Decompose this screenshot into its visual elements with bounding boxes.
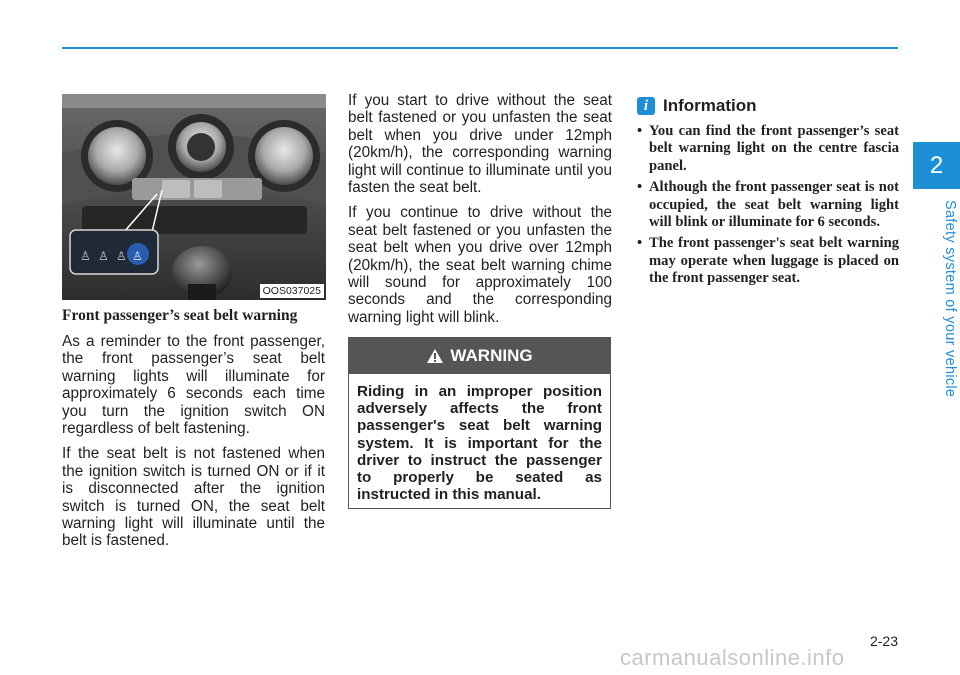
warning-header — [349, 338, 610, 374]
list-item: • You can find the front passenger’s seat belt warning light on the centre fascia panel. — [637, 123, 899, 174]
information-header — [637, 96, 757, 116]
list-item: • Although the front passenger seat is not occupied, the seat belt warning light will blink or illuminate for 6 seconds. — [637, 179, 899, 231]
bullet: • — [637, 123, 643, 139]
bullet: • — [637, 179, 643, 196]
dashboard-figure — [62, 94, 326, 300]
information-title: Information — [663, 96, 757, 115]
warning-text: Riding in an improper position adversely affects the front passenger's seat belt warning system. It is important for the driver to instruct the passenger to properly be seated as instructed in this manual. — [357, 383, 602, 504]
chapter-title: Safety system of your vehicle — [942, 200, 958, 398]
body-column-left — [62, 333, 325, 558]
figure-code: OOS037025 — [260, 284, 324, 298]
chapter-number-tab: 2 — [913, 142, 960, 189]
page-number: 2-23 — [869, 633, 898, 649]
paragraph: If the seat belt is not fastened when the ignition switch is turned ON or if it is disconnected after the ignition switch is turned ON, the seat belt warning light will illuminate until the belt is fastened. — [62, 445, 325, 550]
info-icon: i — [637, 97, 655, 115]
body-column-middle — [348, 92, 612, 334]
svg-text:♙: ♙ — [116, 249, 127, 263]
header-rule — [62, 47, 898, 49]
watermark: carmanualsonline.info — [620, 645, 845, 670]
svg-text:♙: ♙ — [132, 249, 143, 263]
bullet: • — [637, 235, 643, 252]
warning-label: WARNING — [450, 346, 533, 365]
svg-text:♙: ♙ — [98, 249, 109, 263]
list-item: • The front passenger's seat belt warning may operate when luggage is placed on the front passenger seat. — [637, 235, 899, 287]
svg-text:♙: ♙ — [80, 249, 91, 263]
warning-triangle-icon — [426, 348, 444, 364]
paragraph: If you start to drive without the seat belt fastened or you unfasten the seat belt when you drive under 12mph (20km/h), the corresponding warning light will continue to illuminate until you fasten the seat belt. — [348, 92, 612, 197]
information-list — [637, 123, 899, 292]
paragraph: If you continue to drive without the seat belt fastened or you unfasten the seat belt when you drive over 12mph (20km/h), the seat belt warning chime will sound for approximately 100 seconds and the corresponding warning light will blink. — [348, 204, 612, 326]
paragraph: As a reminder to the front passenger, the front passenger’s seat belt warning lights will illuminate for approximately 6 seconds each time you turn the ignition switch ON regardless of belt fastening. — [62, 333, 325, 438]
dashboard-illustration — [62, 94, 326, 300]
section-heading: Front passenger’s seat belt warning — [62, 307, 298, 324]
warning-box — [348, 337, 611, 509]
